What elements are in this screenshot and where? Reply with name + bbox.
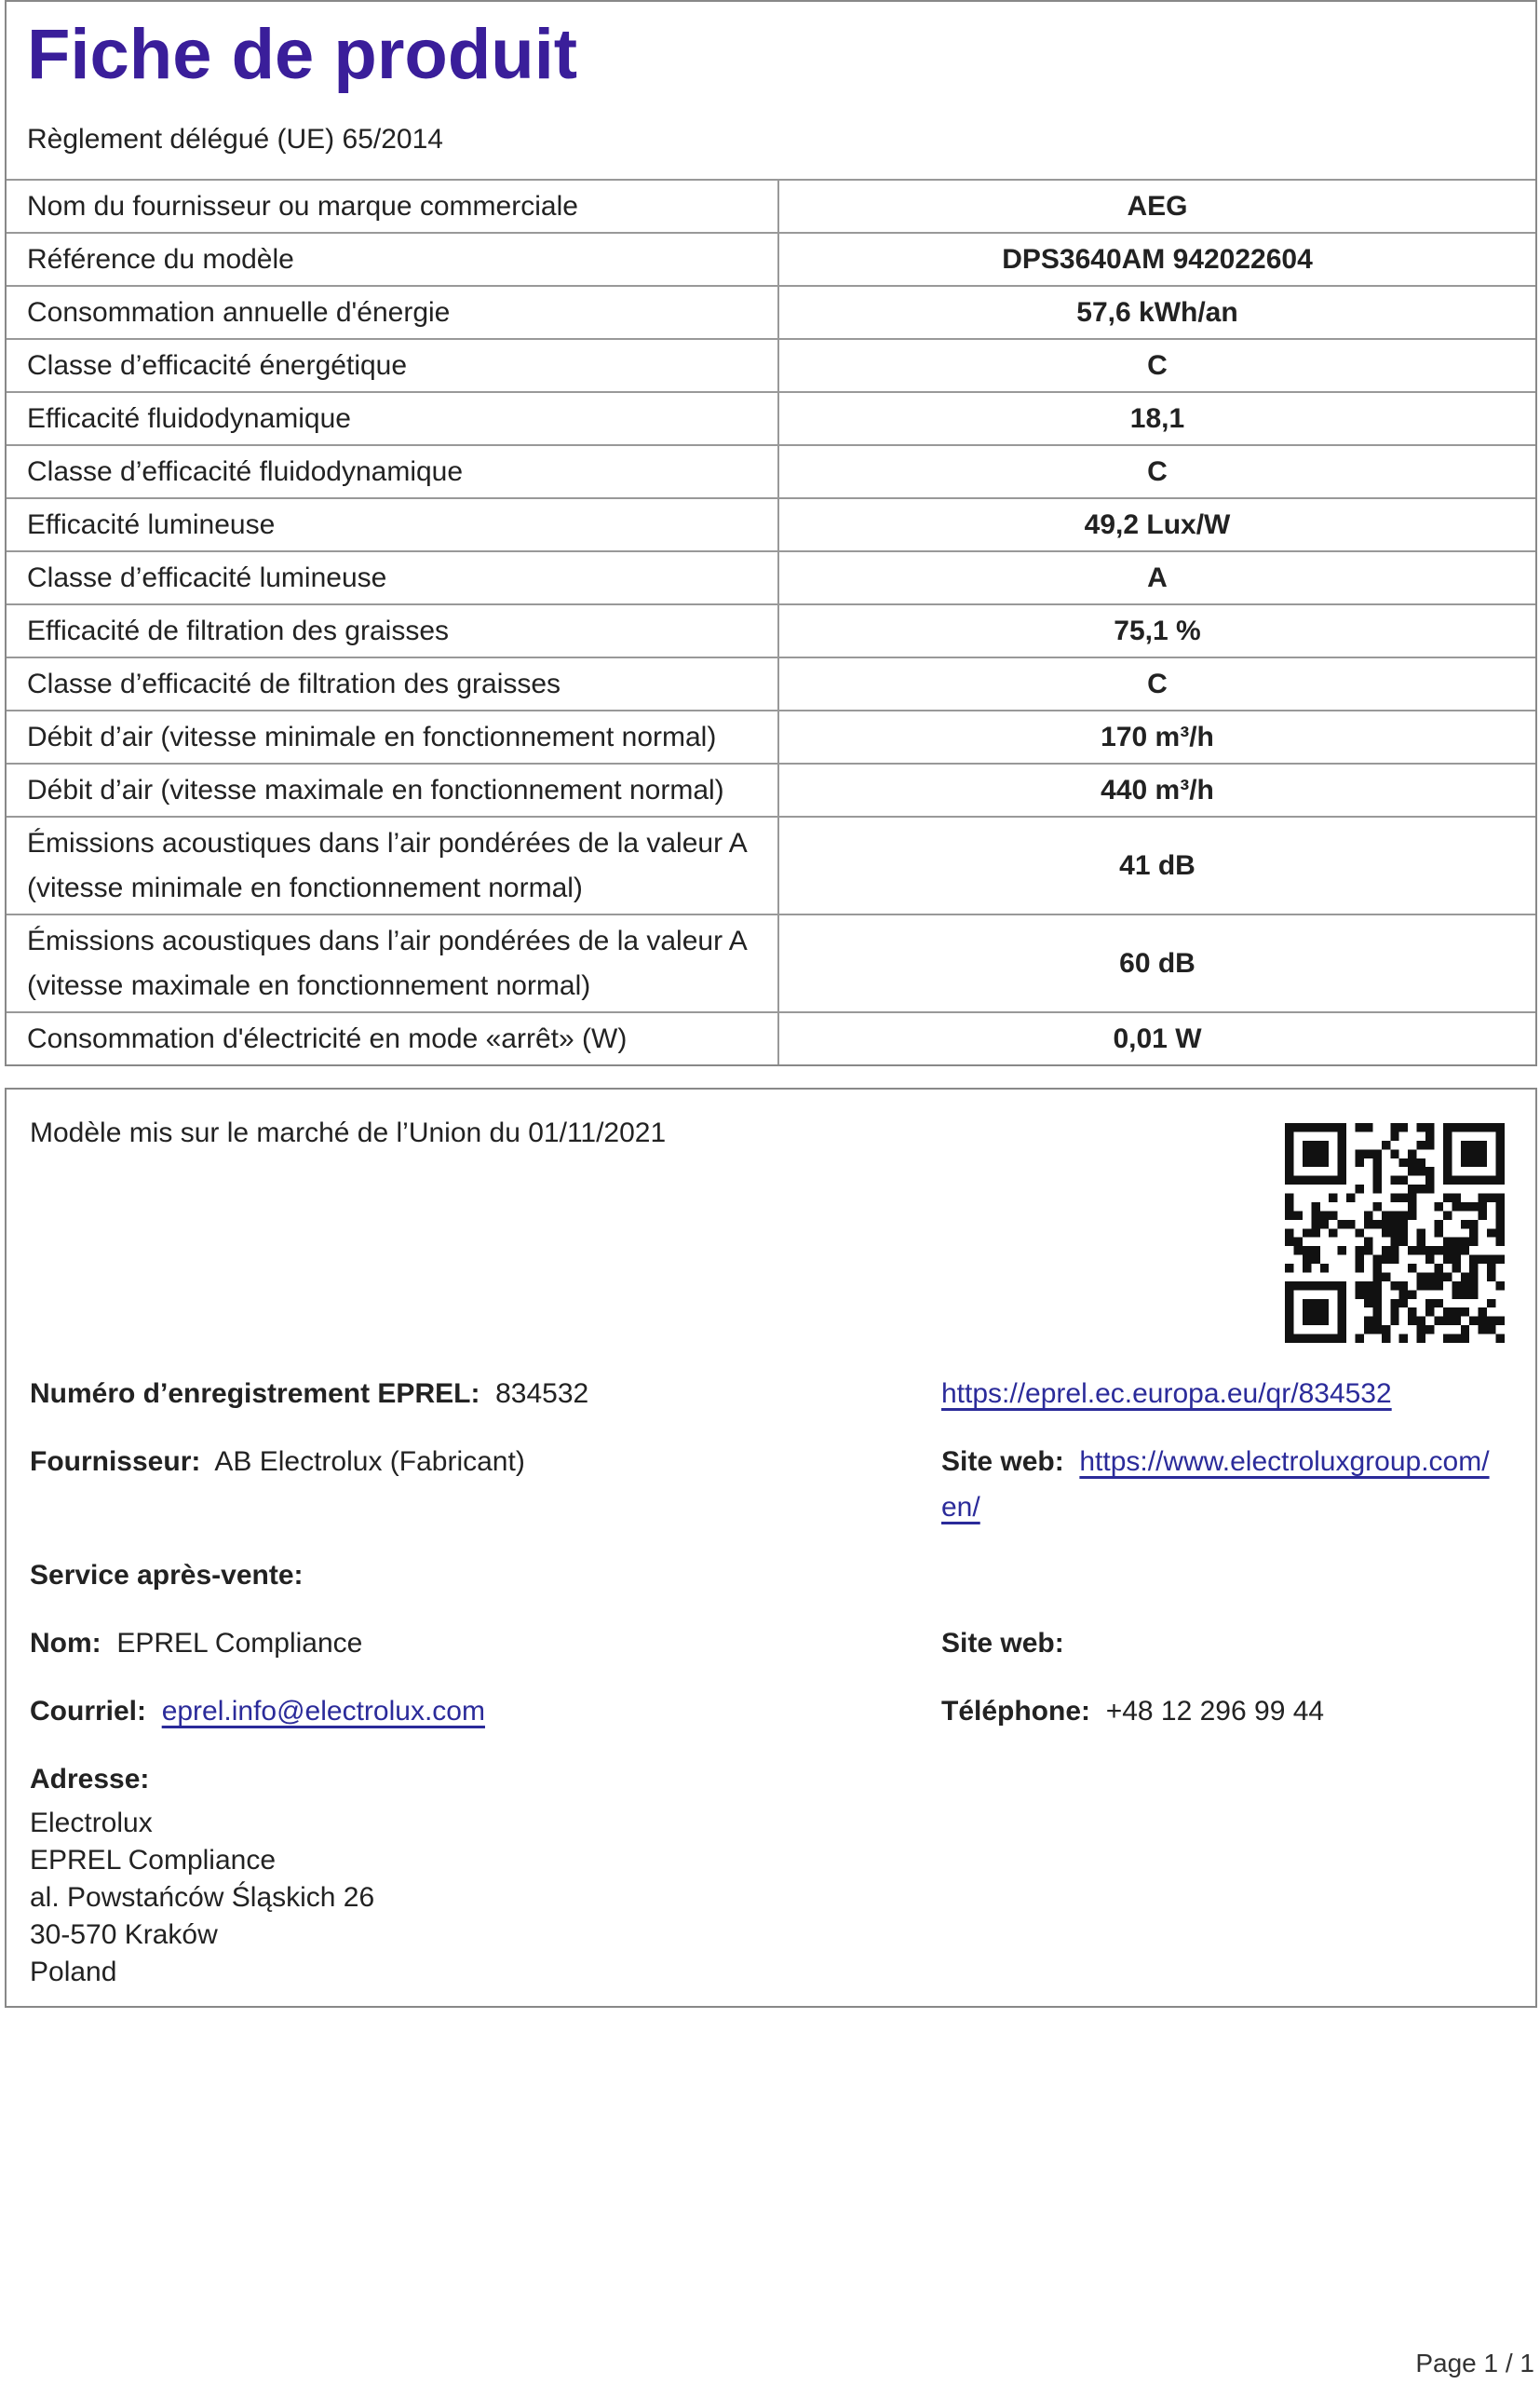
spec-label-line: Efficacité de filtration des graisses [27, 615, 450, 646]
spec-label-line: (vitesse maximale en fonctionnement normal) [27, 969, 591, 1001]
spec-label [7, 711, 778, 764]
phone-row [941, 1696, 1324, 1727]
spec-row [7, 914, 1535, 1012]
spec-value: 49,2 Lux/W [778, 498, 1535, 551]
spec-row [7, 233, 1535, 286]
spec-label [7, 392, 778, 445]
spec-label [7, 233, 778, 286]
page-title: Fiche de produit [27, 15, 578, 94]
qr-code-icon[interactable] [1285, 1123, 1505, 1343]
spec-label [7, 914, 778, 1012]
spec-label [7, 445, 778, 498]
spec-row [7, 181, 1535, 233]
spec-label-line: Débit d’air (vitesse minimale en fonctionnement normal) [27, 721, 717, 752]
spec-label [7, 498, 778, 551]
page-number: Page 1 / 1 [1415, 2349, 1534, 2377]
registration-info [5, 1088, 1537, 2008]
spec-label-line: Émissions acoustiques dans l’air pondérées de la valeur A [27, 925, 748, 956]
address-line: 30-570 Kraków [30, 1919, 218, 1950]
spec-label-line: Consommation d'électricité en mode «arrêt» (W) [27, 1023, 628, 1054]
spec-label [7, 1012, 778, 1064]
spec-row [7, 551, 1535, 604]
spec-label [7, 181, 778, 233]
spec-row [7, 817, 1535, 914]
name-row [30, 1628, 362, 1659]
spec-label [7, 764, 778, 817]
address-line: Electrolux [30, 1808, 153, 1838]
spec-row [7, 498, 1535, 551]
spec-label-line: Référence du modèle [27, 243, 294, 275]
spec-label [7, 551, 778, 604]
eprel-label: Numéro d’enregistrement EPREL: [30, 1378, 480, 1409]
email-label: Courriel: [30, 1696, 147, 1727]
spec-label-line: Efficacité fluidodynamique [27, 402, 351, 434]
spec-value: 440 m³/h [778, 764, 1535, 817]
supplier-row [30, 1446, 525, 1478]
website-link-cont[interactable]: en/ [941, 1492, 980, 1523]
spec-value: 41 dB [778, 817, 1535, 914]
spec-row [7, 764, 1535, 817]
eprel-url-row [941, 1378, 1392, 1410]
spec-row [7, 711, 1535, 764]
address-label: Adresse: [30, 1764, 150, 1795]
spec-value: 170 m³/h [778, 711, 1535, 764]
spec-value: AEG [1127, 190, 1188, 222]
spec-value: A [778, 551, 1535, 604]
spec-label-line: Consommation annuelle d'énergie [27, 296, 451, 328]
address-line: EPREL Compliance [30, 1845, 277, 1876]
service-label: Service après-vente: [30, 1560, 304, 1591]
email-row [30, 1696, 485, 1727]
spec-value: C [778, 657, 1535, 711]
spec-row [7, 657, 1535, 711]
product-sheet [5, 0, 1537, 1066]
eprel-url-link[interactable]: https://eprel.ec.europa.eu/qr/834532 [941, 1378, 1392, 1409]
spec-label-line: Émissions acoustiques dans l’air pondérées de la valeur A [27, 827, 748, 859]
spec-label-line: Classe d’efficacité lumineuse [27, 562, 387, 593]
spec-value: 18,1 [778, 392, 1535, 445]
market-date: Modèle mis sur le marché de l’Union du 01/11/2021 [30, 1118, 667, 1148]
spec-row [7, 286, 1535, 339]
spec-label-line: Classe d’efficacité fluidodynamique [27, 455, 464, 487]
regulation-subtitle: Règlement délégué (UE) 65/2014 [7, 101, 1535, 181]
spec-label [7, 817, 778, 914]
service-website-label: Site web: [941, 1628, 1064, 1659]
spec-label-line: Débit d’air (vitesse maximale en fonctionnement normal) [27, 774, 724, 806]
phone-value: +48 12 296 99 44 [1105, 1696, 1325, 1727]
spec-label [7, 286, 778, 339]
address-line: Poland [30, 1957, 117, 1987]
name-label: Nom: [30, 1628, 101, 1659]
spec-value: 75,1 % [778, 604, 1535, 657]
spec-value: DPS3640AM 942022604 [778, 233, 1535, 286]
email-link[interactable]: eprel.info@electrolux.com [161, 1696, 485, 1727]
supplier-value: AB Electrolux (Fabricant) [214, 1446, 525, 1477]
spec-label-line: Classe d’efficacité de filtration des graisses [27, 668, 561, 699]
spec-label-line: Classe d’efficacité énergétique [27, 349, 408, 381]
spec-value: C [778, 339, 1535, 392]
address-line: al. Powstańców Śląskich 26 [30, 1882, 375, 1913]
spec-row [7, 392, 1535, 445]
website-row-cont [941, 1492, 980, 1524]
spec-value: 60 dB [778, 914, 1535, 1012]
address-block [30, 1805, 374, 1991]
website-link[interactable]: https://www.electroluxgroup.com/ [1079, 1446, 1490, 1477]
spec-table [7, 181, 1535, 1064]
spec-label [7, 339, 778, 392]
phone-label: Téléphone: [941, 1696, 1091, 1727]
website-row [941, 1446, 1490, 1478]
spec-row [7, 339, 1535, 392]
eprel-row [30, 1378, 588, 1410]
website-label: Site web: [941, 1446, 1064, 1477]
spec-value: C [778, 445, 1535, 498]
spec-row [7, 1012, 1535, 1064]
spec-label-line: Nom du fournisseur ou marque commerciale [27, 190, 578, 222]
spec-row [7, 445, 1535, 498]
name-value: EPREL Compliance [116, 1628, 363, 1659]
spec-label-line: Efficacité lumineuse [27, 508, 276, 540]
spec-label [7, 657, 778, 711]
spec-value: 57,6 kWh/an [778, 286, 1535, 339]
supplier-label: Fournisseur: [30, 1446, 201, 1477]
spec-label-line: (vitesse minimale en fonctionnement normal) [27, 872, 583, 903]
spec-row [7, 604, 1535, 657]
spec-label [7, 604, 778, 657]
eprel-number: 834532 [495, 1378, 589, 1409]
spec-value: 0,01 W [778, 1012, 1535, 1064]
